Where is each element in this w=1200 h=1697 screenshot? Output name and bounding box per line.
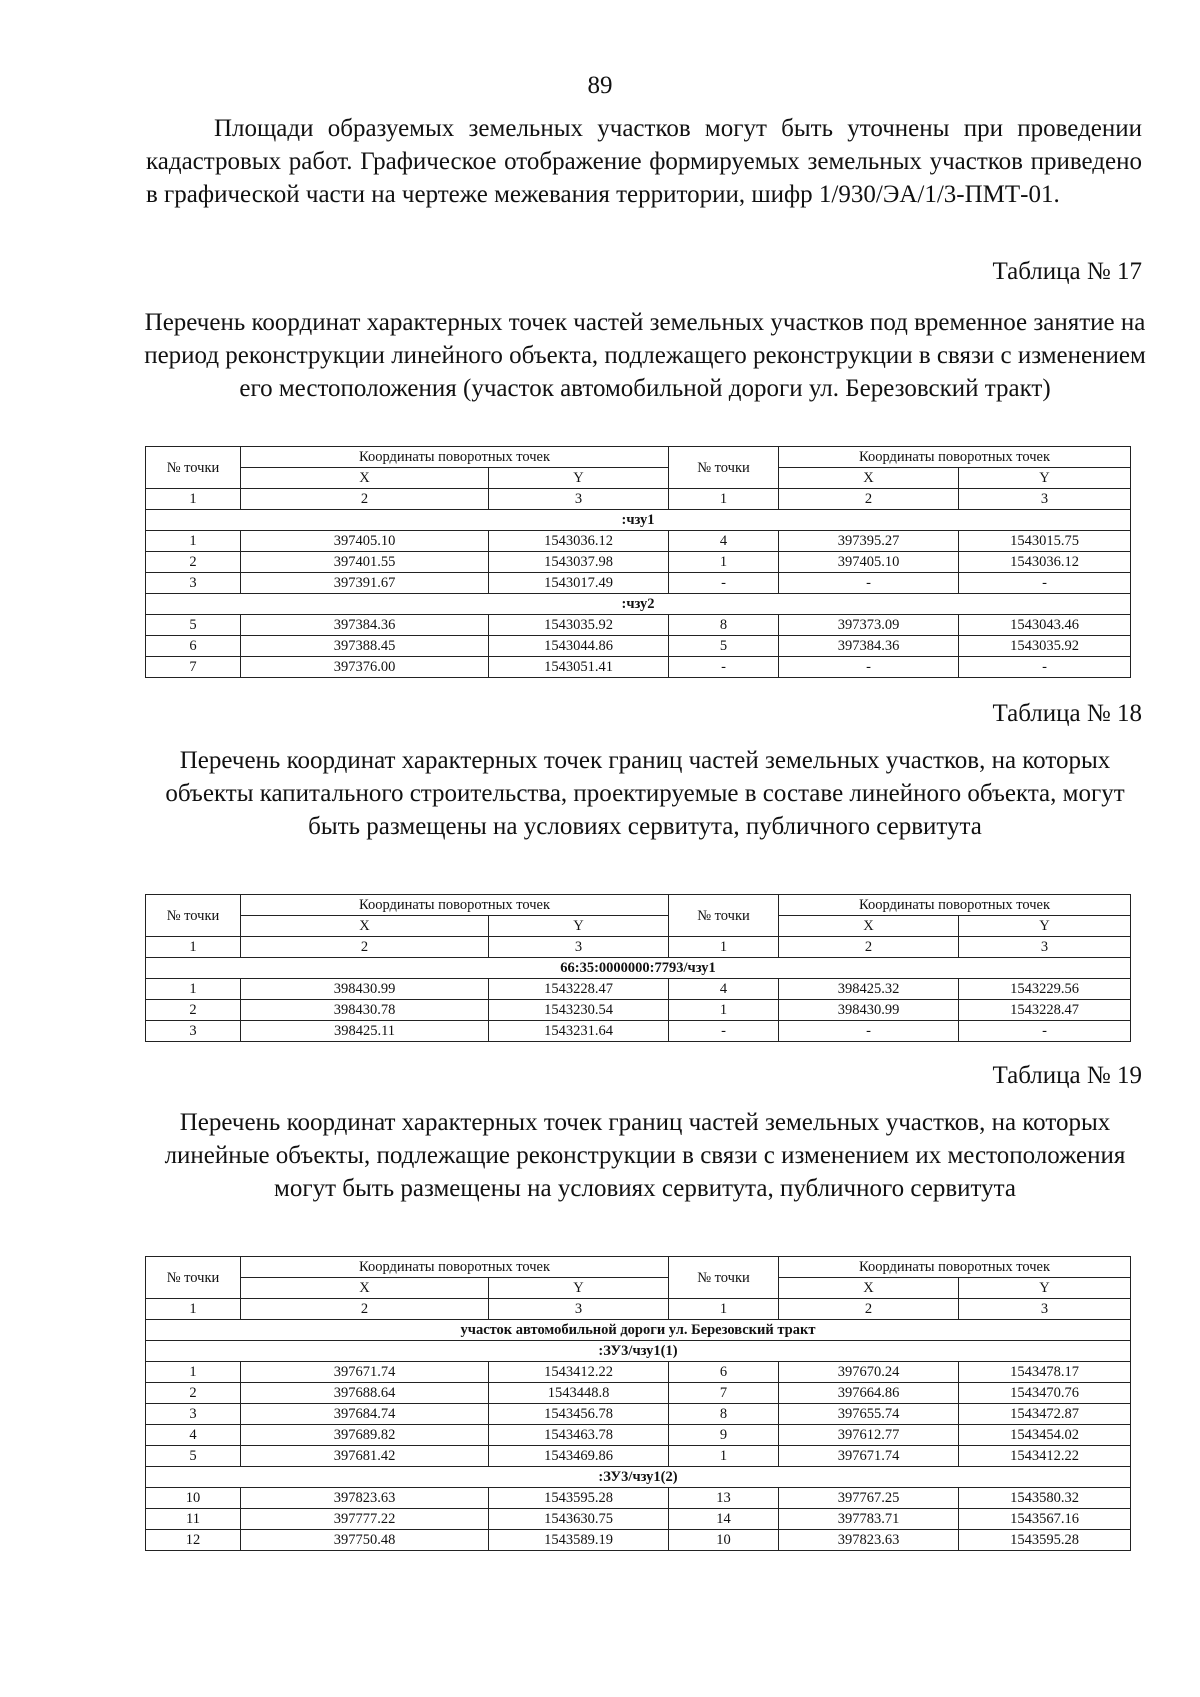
table-caption: Перечень координат характерных точек границ частей земельных участков, на которых линейные объекты, подлежащие реконструкции в связи с изменением их местоположения могут быть размещены на условиях сервитута, публичного сервитута — [164, 1109, 1126, 1202]
column-number-row — [146, 489, 1131, 510]
table-cell: 397612.77 — [779, 1425, 959, 1446]
table-cell: - — [669, 1021, 779, 1042]
column-number: 1 — [669, 1299, 779, 1320]
table-cell: - — [669, 657, 779, 678]
section-row — [146, 510, 1131, 531]
table-cell: 1543231.64 — [489, 1021, 669, 1042]
table-cell: 1 — [669, 1000, 779, 1021]
column-number: 1 — [146, 1299, 241, 1320]
coordinates-header: Координаты поворотных точек — [241, 1257, 669, 1278]
table-cell: 8 — [669, 1404, 779, 1425]
column-number-row — [146, 1299, 1131, 1320]
table-cell: 1543412.22 — [489, 1362, 669, 1383]
table-cell: 397777.22 — [241, 1509, 489, 1530]
table-cell: - — [959, 573, 1131, 594]
table-cell: 2 — [146, 1383, 241, 1404]
table-row — [146, 1404, 1131, 1425]
coordinates-header: Координаты поворотных точек — [779, 1257, 1131, 1278]
x-header: X — [779, 468, 959, 489]
table-row — [146, 1425, 1131, 1446]
table-label: Таблица № 19 — [992, 1062, 1142, 1089]
table-caption: Перечень координат характерных точек границ частей земельных участков, на которых объекты капитального строительства, проектируемые в составе линейного объекта, могут быть размещены на условиях сервитута, публичного сервитута — [165, 747, 1125, 840]
table-cell: 397767.25 — [779, 1488, 959, 1509]
column-number: 2 — [241, 937, 489, 958]
table-row — [146, 1021, 1131, 1042]
table-cell: 5 — [146, 615, 241, 636]
table-cell: 397376.00 — [241, 657, 489, 678]
column-number: 3 — [959, 1299, 1131, 1320]
table-cell: 397671.74 — [241, 1362, 489, 1383]
x-header: X — [241, 916, 489, 937]
table-cell: 398425.32 — [779, 979, 959, 1000]
header-row — [146, 468, 1131, 489]
column-number-row — [146, 937, 1131, 958]
table-caption: Перечень координат характерных точек частей земельных участков под временное занятие на период реконструкции линейного объекта, подлежащего реконструкции в связи с изменением его местоположения (участок автомобильной дороги ул. Березовский тракт) — [144, 309, 1146, 402]
table-cell: 1543456.78 — [489, 1404, 669, 1425]
table-cell: 1543043.46 — [959, 615, 1131, 636]
table-cell: 397655.74 — [779, 1404, 959, 1425]
coordinates-header: Координаты поворотных точек — [241, 895, 669, 916]
y-header: Y — [959, 916, 1131, 937]
table-cell: 1543595.28 — [489, 1488, 669, 1509]
header-row — [146, 916, 1131, 937]
table-row — [146, 1446, 1131, 1467]
table-cell: 1543630.75 — [489, 1509, 669, 1530]
table-row — [146, 552, 1131, 573]
x-header: X — [779, 1278, 959, 1299]
coordinates-header: Координаты поворотных точек — [241, 447, 669, 468]
table-cell: 397823.63 — [779, 1530, 959, 1551]
section-title: :ЗУ3/чзу1(1) — [146, 1341, 1131, 1362]
table-cell: 397388.45 — [241, 636, 489, 657]
table-cell: 9 — [669, 1425, 779, 1446]
column-number: 1 — [146, 937, 241, 958]
table-cell: 1543044.86 — [489, 636, 669, 657]
table-cell: 397681.42 — [241, 1446, 489, 1467]
table-row — [146, 1000, 1131, 1021]
table-cell: 1543228.47 — [489, 979, 669, 1000]
table-row — [146, 1383, 1131, 1404]
header-row — [146, 1278, 1131, 1299]
table-cell: 397373.09 — [779, 615, 959, 636]
section-row — [146, 1467, 1131, 1488]
table-cell: 1543036.12 — [959, 552, 1131, 573]
table-cell: 1543454.02 — [959, 1425, 1131, 1446]
table-cell: 7 — [146, 657, 241, 678]
table-cell: 4 — [669, 979, 779, 1000]
table-cell: 3 — [146, 1404, 241, 1425]
table-cell: 1543567.16 — [959, 1509, 1131, 1530]
table-cell: 397384.36 — [241, 615, 489, 636]
table-cell: 1543580.32 — [959, 1488, 1131, 1509]
table-cell: 1543448.8 — [489, 1383, 669, 1404]
table-cell: 14 — [669, 1509, 779, 1530]
table-cell: 397405.10 — [779, 552, 959, 573]
table-cell: 1543470.76 — [959, 1383, 1131, 1404]
column-number: 2 — [779, 1299, 959, 1320]
table-cell: - — [779, 657, 959, 678]
table-row — [146, 1488, 1131, 1509]
table-row — [146, 1509, 1131, 1530]
table-cell: 2 — [146, 1000, 241, 1021]
table-row — [146, 979, 1131, 1000]
coordinates-header: Координаты поворотных точек — [779, 895, 1131, 916]
table-cell: 6 — [146, 636, 241, 657]
point-number-header: № точки — [669, 895, 779, 937]
table-cell: 1 — [669, 1446, 779, 1467]
section-row — [146, 1320, 1131, 1341]
table-cell: 1543469.86 — [489, 1446, 669, 1467]
section-row — [146, 594, 1131, 615]
table-cell: 7 — [669, 1383, 779, 1404]
table-cell: 1543017.49 — [489, 573, 669, 594]
header-row — [146, 1257, 1131, 1278]
column-number: 3 — [959, 937, 1131, 958]
table-cell: 397405.10 — [241, 531, 489, 552]
coordinates-table — [145, 894, 1131, 1042]
table-cell: 397670.24 — [779, 1362, 959, 1383]
table-cell: - — [779, 573, 959, 594]
table-cell: - — [669, 573, 779, 594]
table-cell: 397664.86 — [779, 1383, 959, 1404]
table-cell: 3 — [146, 1021, 241, 1042]
table-row — [146, 573, 1131, 594]
header-row — [146, 447, 1131, 468]
coordinates-table — [145, 1256, 1131, 1551]
table-cell: 1543412.22 — [959, 1446, 1131, 1467]
section-title: :чзу1 — [146, 510, 1131, 531]
table-cell: 10 — [669, 1530, 779, 1551]
table-cell: 1543015.75 — [959, 531, 1131, 552]
section-title: участок автомобильной дороги ул. Березовский тракт — [146, 1320, 1131, 1341]
table-cell: 1 — [146, 979, 241, 1000]
point-number-header: № точки — [146, 895, 241, 937]
table-label: Таблица № 17 — [992, 258, 1142, 285]
column-number: 1 — [146, 489, 241, 510]
section-row — [146, 958, 1131, 979]
table-cell: 1 — [669, 552, 779, 573]
table-label: Таблица № 18 — [992, 700, 1142, 727]
column-number: 2 — [241, 1299, 489, 1320]
table-row — [146, 615, 1131, 636]
column-number: 2 — [779, 937, 959, 958]
column-number: 3 — [489, 489, 669, 510]
y-header: Y — [489, 916, 669, 937]
table-cell: 5 — [146, 1446, 241, 1467]
table-cell: 3 — [146, 573, 241, 594]
table-cell: 397401.55 — [241, 552, 489, 573]
coordinates-table — [145, 446, 1131, 678]
table-cell: 397671.74 — [779, 1446, 959, 1467]
table-cell: 397684.74 — [241, 1404, 489, 1425]
column-number: 3 — [489, 1299, 669, 1320]
table-cell: - — [959, 657, 1131, 678]
section-title: :ЗУ3/чзу1(2) — [146, 1467, 1131, 1488]
column-number: 3 — [489, 937, 669, 958]
table-cell: 398430.99 — [241, 979, 489, 1000]
table-row — [146, 636, 1131, 657]
table-cell: 397384.36 — [779, 636, 959, 657]
table-cell: 4 — [146, 1425, 241, 1446]
column-number: 3 — [959, 489, 1131, 510]
table-cell: 8 — [669, 615, 779, 636]
y-header: Y — [489, 1278, 669, 1299]
table-cell: 1543478.17 — [959, 1362, 1131, 1383]
table-cell: 1543035.92 — [489, 615, 669, 636]
table-row — [146, 531, 1131, 552]
table-cell: 398425.11 — [241, 1021, 489, 1042]
table-cell: - — [959, 1021, 1131, 1042]
table-row — [146, 1530, 1131, 1551]
point-number-header: № точки — [669, 447, 779, 489]
table-cell: 1543595.28 — [959, 1530, 1131, 1551]
table-cell: - — [779, 1021, 959, 1042]
column-number: 1 — [669, 937, 779, 958]
column-number: 2 — [779, 489, 959, 510]
section-title: 66:35:0000000:7793/чзу1 — [146, 958, 1131, 979]
point-number-header: № точки — [146, 1257, 241, 1299]
table-cell: 1543230.54 — [489, 1000, 669, 1021]
table-cell: 1543037.98 — [489, 552, 669, 573]
table-cell: 2 — [146, 552, 241, 573]
point-number-header: № точки — [146, 447, 241, 489]
header-row — [146, 895, 1131, 916]
table-cell: 1543228.47 — [959, 1000, 1131, 1021]
table-cell: 397391.67 — [241, 573, 489, 594]
table-cell: 398430.99 — [779, 1000, 959, 1021]
intro-paragraph: Площади образуемых земельных участков могут быть уточнены при проведении кадастровых работ. Графическое отображение формируемых земельных участков приведено в графической части на чертеже межевания территории, шифр 1/930/ЭА/1/3-ПМТ-01. — [146, 115, 1142, 208]
table-cell: 1 — [146, 1362, 241, 1383]
table-cell: 13 — [669, 1488, 779, 1509]
page-number: 89 — [587, 72, 613, 99]
table-cell: 12 — [146, 1530, 241, 1551]
x-header: X — [241, 1278, 489, 1299]
table-cell: 397689.82 — [241, 1425, 489, 1446]
coordinates-header: Координаты поворотных точек — [779, 447, 1131, 468]
table-cell: 10 — [146, 1488, 241, 1509]
table-cell: 397783.71 — [779, 1509, 959, 1530]
y-header: Y — [959, 468, 1131, 489]
y-header: Y — [489, 468, 669, 489]
table-cell: 397688.64 — [241, 1383, 489, 1404]
x-header: X — [241, 468, 489, 489]
section-title: :чзу2 — [146, 594, 1131, 615]
table-cell: 5 — [669, 636, 779, 657]
table-cell: 397823.63 — [241, 1488, 489, 1509]
table-cell: 397395.27 — [779, 531, 959, 552]
table-cell: 1543036.12 — [489, 531, 669, 552]
table-cell: 1 — [146, 531, 241, 552]
table-row — [146, 657, 1131, 678]
column-number: 1 — [669, 489, 779, 510]
table-cell: 1543589.19 — [489, 1530, 669, 1551]
column-number: 2 — [241, 489, 489, 510]
section-row — [146, 1341, 1131, 1362]
table-cell: 4 — [669, 531, 779, 552]
table-cell: 397750.48 — [241, 1530, 489, 1551]
point-number-header: № точки — [669, 1257, 779, 1299]
y-header: Y — [959, 1278, 1131, 1299]
table-cell: 1543229.56 — [959, 979, 1131, 1000]
x-header: X — [779, 916, 959, 937]
table-cell: 1543051.41 — [489, 657, 669, 678]
table-cell: 398430.78 — [241, 1000, 489, 1021]
table-cell: 1543035.92 — [959, 636, 1131, 657]
table-cell: 1543472.87 — [959, 1404, 1131, 1425]
table-cell: 11 — [146, 1509, 241, 1530]
table-cell: 6 — [669, 1362, 779, 1383]
table-cell: 1543463.78 — [489, 1425, 669, 1446]
table-row — [146, 1362, 1131, 1383]
